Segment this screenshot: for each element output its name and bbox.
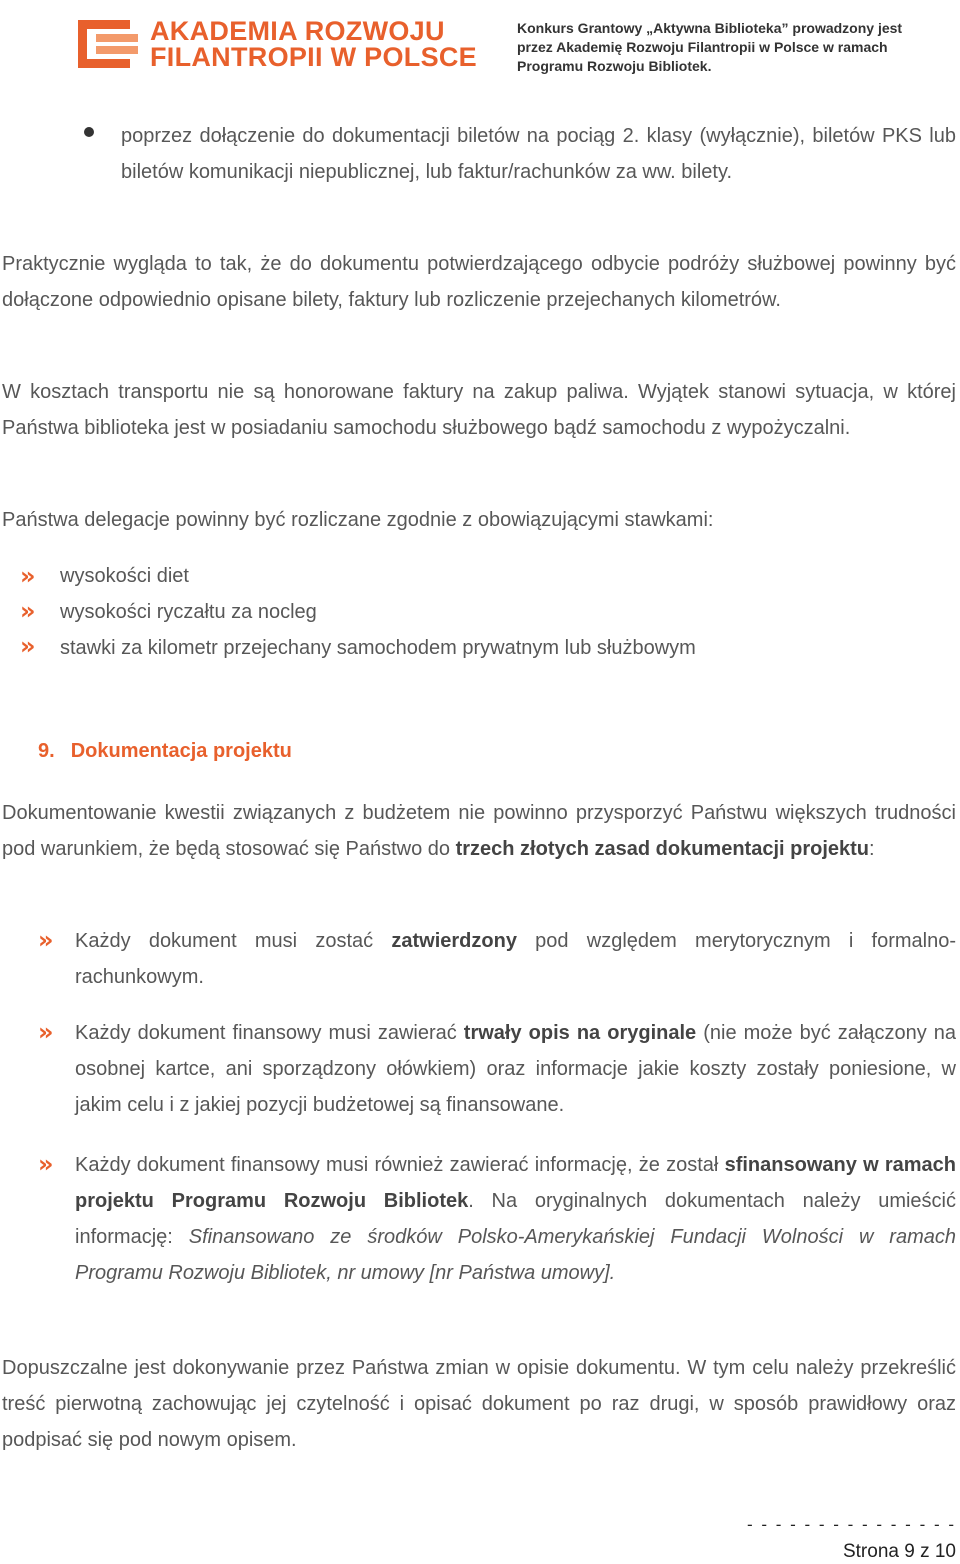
chevron-icon: » (38, 1018, 54, 1046)
doc-intro-end: : (869, 838, 875, 860)
rule-1-bold: zatwierdzony (391, 930, 517, 952)
rule-3-italic: Sfinansowano ze środków Polsko-Amerykańskiej Fundacji Wolności w ramach Programu Rozwoju Bibliotek, nr umowy [nr Państwa umowy]. (75, 1226, 956, 1284)
rule-1-end: pod względem merytorycznym i formalno-rachunkowym. (75, 930, 956, 988)
chevron-icon: » (20, 562, 36, 590)
rule-1-text: Każdy dokument musi zostać (75, 930, 392, 952)
logo-line-2: FILANTROPII W POLSCE (150, 42, 477, 72)
paragraph-travel-docs: Praktycznie wygląda to tak, że do dokumentu potwierdzającego odbycie podróży służbowej powinny być dołączone odpowiednio opisane bilety, faktury lub rozliczenie przejechanych kilometrów. (2, 253, 956, 311)
rule-3-text: Każdy dokument finansowy musi również zawierać informację, że został (75, 1154, 725, 1176)
rate-item-3: stawki za kilometr przejechany samochodem prywatnym lub służbowym (60, 637, 696, 659)
bullet-item-text: poprzez dołączenie do dokumentacji biletów na pociąg 2. klasy (wyłącznie), biletów PKS lub biletów komunikacji niepublicznej, lub faktur/rachunków za ww. bilety. (121, 125, 956, 183)
rule-1 (75, 923, 956, 995)
doc-intro-text: Dokumentowanie kwestii związanych z budżetem nie powinno przysporzyć Państwu większych trudności pod warunkiem, że będą stosować się Państwo do (2, 802, 956, 860)
rate-item-1: wysokości diet (60, 565, 189, 587)
bullet-dot (84, 127, 94, 137)
chevron-icon: » (20, 597, 36, 625)
chevron-icon: » (38, 926, 54, 954)
contest-line-2: przez Akademię Rozwoju Filantropii w Polsce w ramach (517, 39, 888, 55)
section-number: 9. (38, 740, 55, 762)
doc-intro-bold: trzech złotych zasad dokumentacji projektu (455, 838, 870, 860)
footer-separator: - - - - - - - - - - - - - - - (746, 1515, 956, 1534)
rule-2-bold: trwały opis na oryginale (463, 1022, 697, 1044)
rule-2 (75, 1015, 956, 1123)
page-number: Strona 9 z 10 (842, 1541, 956, 1562)
rate-item-2: wysokości ryczałtu za nocleg (60, 601, 317, 623)
section-heading (38, 736, 292, 766)
paragraph-fuel: W kosztach transportu nie są honorowane faktury na zakup paliwa. Wyjątek stanowi sytuacja, w której Państwa biblioteka jest w posiadaniu samochodu służbowego bądź samochodu z wypożyczalni. (2, 381, 956, 439)
section-title: Dokumentacja projektu (70, 740, 292, 762)
contest-line-1: Konkurs Grantowy „Aktywna Biblioteka” prowadzony jest (517, 20, 903, 36)
paragraph-corrections: Dopuszczalne jest dokonywanie przez Państwa zmian w opisie dokumentu. W tym celu należy przekreślić treść pierwotną zachowując jej czytelność i opisać dokument po raz drugi, w sposób prawidłowy oraz podpisać się pod nowym opisem. (2, 1357, 956, 1451)
logo-line-1: AKADEMIA ROZWOJU (150, 16, 445, 46)
chevron-icon: » (38, 1150, 54, 1178)
rule-2-end: (nie może być załączony na osobnej kartce, ani sporządzony ołówkiem) oraz informacje jakie koszty zostały poniesione, w jakim celu i z jakiej pozycji budżetowej są finansowane. (75, 1022, 957, 1116)
foundation-logo-icon (78, 20, 138, 68)
foundation-name (150, 18, 477, 70)
rule-3-bold: sfinansowany w ramach projektu Programu Rozwoju Bibliotek (75, 1154, 957, 1212)
page-header (0, 0, 960, 90)
contest-line-3: Programu Rozwoju Bibliotek. (517, 58, 712, 74)
paragraph-rates-intro: Państwa delegacje powinny być rozliczane zgodnie z obowiązującymi stawkami: (2, 509, 714, 531)
rule-3 (75, 1147, 956, 1291)
contest-info (517, 19, 902, 76)
rule-2-text: Każdy dokument finansowy musi zawierać (75, 1022, 464, 1044)
chevron-icon: » (20, 632, 36, 660)
rule-3-mid: . Na oryginalnych dokumentach należy umieścić informację: (75, 1190, 956, 1248)
paragraph-doc-intro (2, 795, 956, 867)
